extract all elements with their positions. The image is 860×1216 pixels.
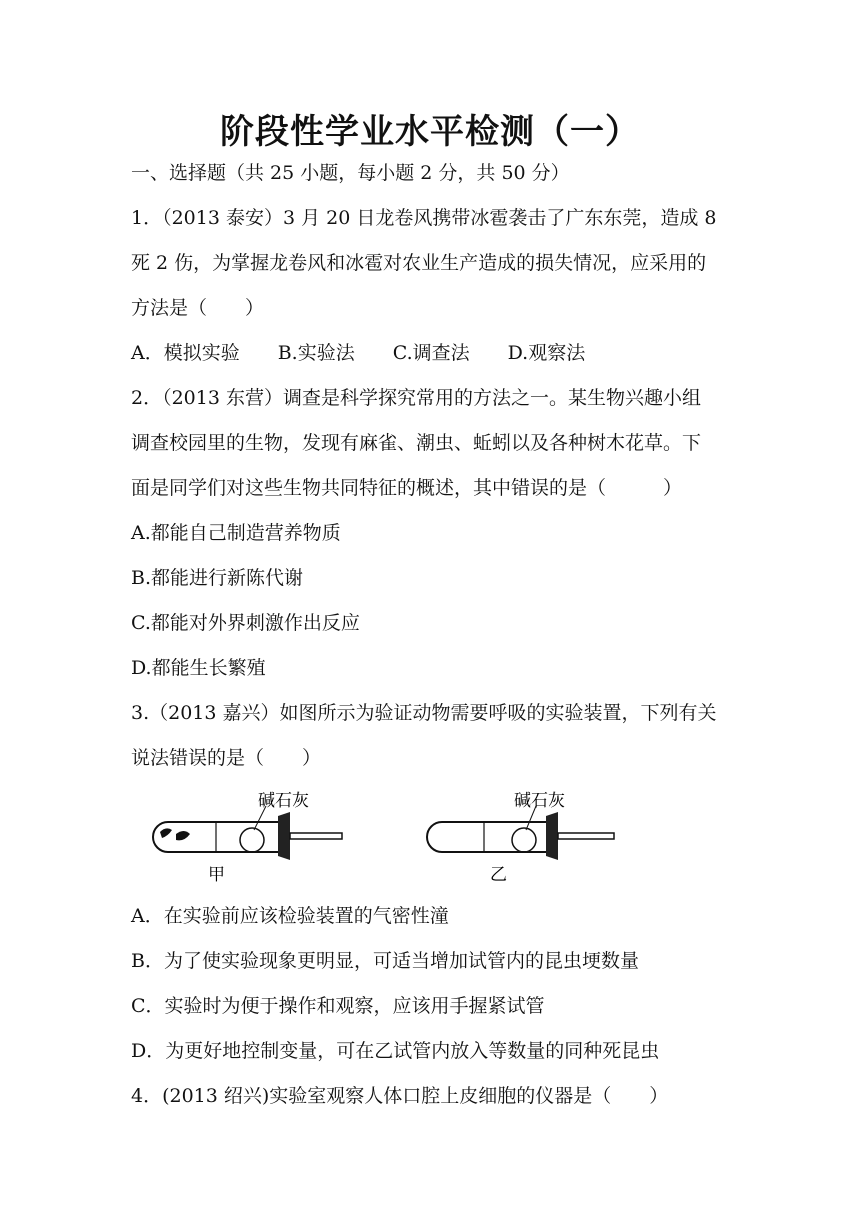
q2-stem-line-3: 面是同学们对这些生物共同特征的概述，其中错误的是（ ） xyxy=(131,477,683,499)
glass-tube xyxy=(558,833,614,839)
label-jia: 甲 xyxy=(208,865,225,885)
q3-stem-line-2: 说法错误的是（ ） xyxy=(131,747,322,769)
q1-stem-line-1: 1．（2013 泰安）3 月 20 日龙卷风携带冰雹袭击了广东东莞，造成 8 xyxy=(131,207,717,229)
label-soda-lime-right: 碱石灰 xyxy=(514,791,565,811)
q3-stem-line-1: 3.（2013 嘉兴）如图所示为验证动物需要呼吸的实验装置，下列有关 xyxy=(131,702,717,724)
q3-option-b: B．为了使实验现象更明显，可适当增加试管内的昆虫埂数量 xyxy=(131,950,639,972)
cotton-ball xyxy=(240,828,264,852)
q1-stem-line-3: 方法是（ ） xyxy=(131,297,265,319)
q1-stem-line-2: 死 2 伤，为掌握龙卷风和冰雹对农业生产造成的损失情况，应采用的 xyxy=(131,252,707,274)
page-title: 阶段性学业水平检测（一） xyxy=(220,112,640,152)
q3-option-d: D．为更好地控制变量，可在乙试管内放入等数量的同种死昆虫 xyxy=(131,1040,660,1062)
q4-stem-line-1: 4．(2013 绍兴)实验室观察人体口腔上皮细胞的仪器是（ ） xyxy=(131,1085,669,1107)
test-tube-diagram xyxy=(150,790,630,885)
q2-option-b: B.都能进行新陈代谢 xyxy=(131,567,304,589)
tube-right xyxy=(427,791,614,885)
rubber-stopper xyxy=(278,812,290,860)
q2-option-d: D.都能生长繁殖 xyxy=(131,657,266,679)
q2-option-a: A.都能自己制造营养物质 xyxy=(131,522,341,544)
rubber-stopper xyxy=(546,812,558,860)
tube-left xyxy=(153,791,342,885)
section-heading: 一、选择题（共 25 小题，每小题 2 分，共 50 分） xyxy=(131,162,570,184)
insect-icon xyxy=(160,828,172,838)
glass-tube xyxy=(290,833,342,839)
label-soda-lime-left: 碱石灰 xyxy=(258,791,309,811)
experiment-apparatus-figure xyxy=(150,790,630,885)
insect-icon xyxy=(176,831,190,840)
q3-option-c: C．实验时为便于操作和观察，应该用手握紧试管 xyxy=(131,995,545,1017)
q2-option-c: C.都能对外界刺激作出反应 xyxy=(131,612,360,634)
q3-option-a: A．在实验前应该检验装置的气密性潼 xyxy=(131,905,449,927)
label-yi: 乙 xyxy=(490,865,507,885)
q2-stem-line-2: 调查校园里的生物，发现有麻雀、潮虫、蚯蚓以及各种树木花草。下 xyxy=(131,432,702,454)
q2-stem-line-1: 2．（2013 东营）调查是科学探究常用的方法之一。某生物兴趣小组 xyxy=(131,387,701,409)
cotton-ball xyxy=(512,828,536,852)
q1-options: A．模拟实验 B.实验法 C.调查法 D.观察法 xyxy=(131,342,586,364)
